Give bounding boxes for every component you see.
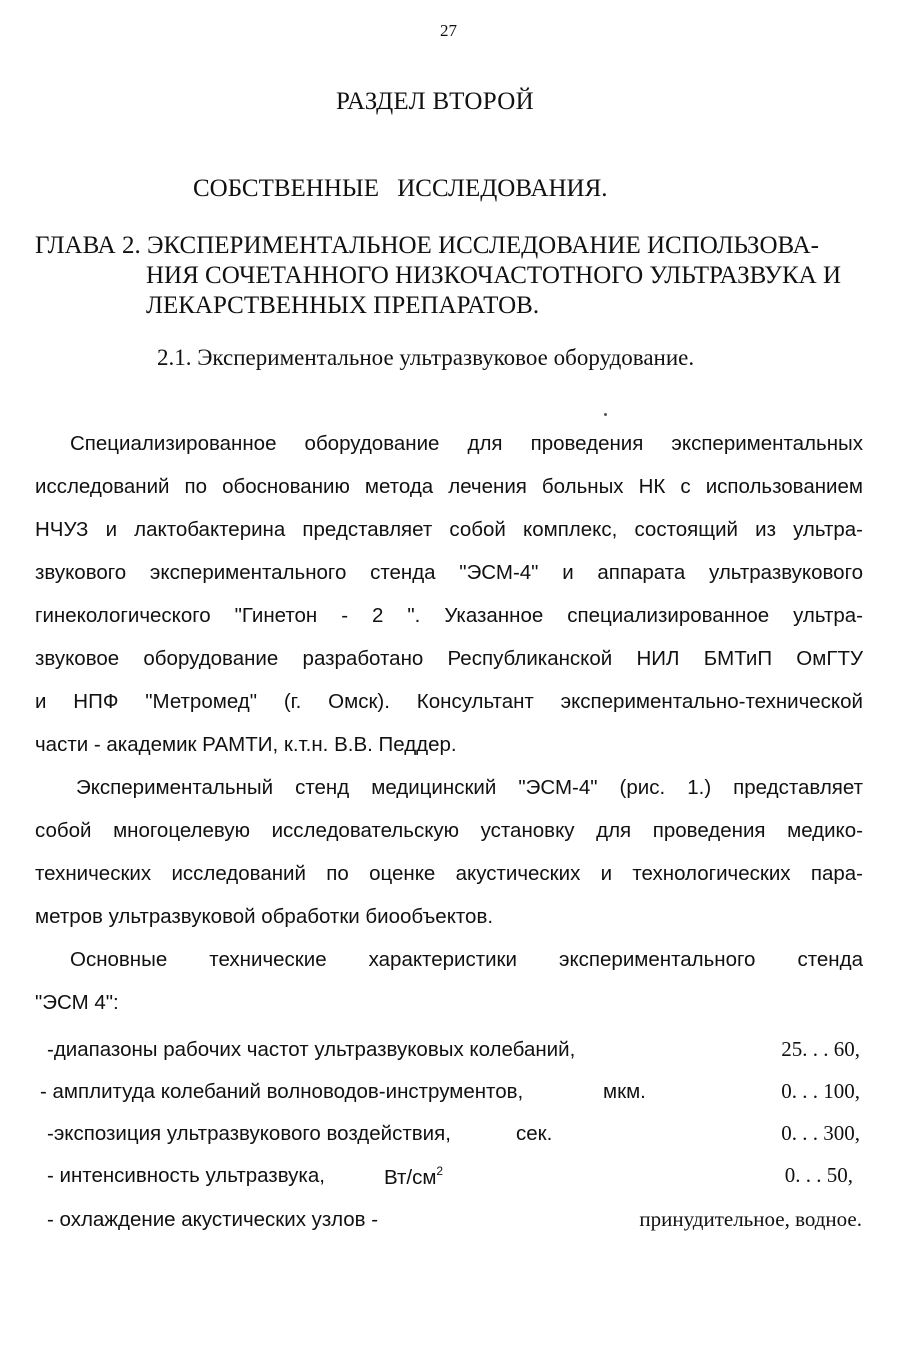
paragraph-line: гинекологического "Гинетон - 2 ". Указанное специализированное ультра- [35, 604, 863, 627]
paragraph-line: и НПФ "Метромед" (г. Омск). Консультант экспериментально-технической [35, 690, 863, 713]
spec-unit-text: Вт/см [384, 1166, 437, 1189]
spec-unit: мкм. [603, 1080, 646, 1103]
paragraph-line: звукового экспериментального стенда "ЭСМ-4" и аппарата ультразвукового [35, 561, 863, 584]
paragraph-line: технических исследований по оценке акустических и технологических пара- [35, 862, 863, 885]
subsection-title: 2.1. Экспериментальное ультразвуковое оборудование. [157, 345, 695, 370]
paragraph-line: Экспериментальный стенд медицинский "ЭСМ-4" (рис. 1.) представляет [76, 776, 863, 799]
section-subtitle: СОБСТВЕННЫЕ ИССЛЕДОВАНИЯ. [193, 175, 608, 202]
spec-label: - амплитуда колебаний волноводов-инструментов, [40, 1080, 524, 1103]
spec-label: -экспозиция ультразвукового воздействия, [47, 1122, 451, 1145]
chapter-title-line-2: НИЯ СОЧЕТАННОГО НИЗКОЧАСТОТНОГО УЛЬТРАЗВУКА И [146, 262, 842, 289]
spec-unit: сек. [516, 1122, 553, 1145]
paragraph-line: НЧУЗ и лактобактерина представляет собой комплекс, состоящий из ультра- [35, 518, 863, 541]
spec-label: -диапазоны рабочих частот ультразвуковых колебаний, [47, 1038, 576, 1061]
paragraph-line: исследований по обоснованию метода лечения больных НК с использованием [35, 475, 863, 498]
chapter-title-line-1: ГЛАВА 2. ЭКСПЕРИМЕНТАЛЬНОЕ ИССЛЕДОВАНИЕ ИСПОЛЬЗОВА- [35, 232, 819, 259]
paragraph-line: Основные технические характеристики экспериментального стенда [70, 948, 863, 971]
spec-value: 25. . . 60, [781, 1037, 860, 1061]
spec-value: 0. . . 100, [781, 1079, 860, 1103]
spec-label: - интенсивность ультразвука, [47, 1164, 325, 1187]
paragraph-line: собой многоцелевую исследовательскую установку для проведения медико- [35, 819, 863, 842]
paragraph-line: "ЭСМ 4": [35, 991, 119, 1014]
spec-value: 0. . . 50, [784, 1163, 853, 1187]
spec-label: - охлаждение акустических узлов - [47, 1208, 379, 1231]
spec-unit [384, 1164, 443, 1190]
page-number: 27 [440, 21, 457, 40]
section-heading: РАЗДЕЛ ВТОРОЙ [336, 88, 534, 115]
paragraph-line: метров ультразвуковой обработки биообъектов. [35, 905, 494, 928]
paragraph-line: Специализированное оборудование для проведения экспериментальных [70, 432, 863, 455]
spec-value: принудительное, водное. [639, 1207, 862, 1231]
chapter-title-line-3: ЛЕКАРСТВЕННЫХ ПРЕПАРАТОВ. [146, 292, 540, 319]
spec-value: 0. . . 300, [781, 1121, 860, 1145]
spec-unit-superscript: 2 [436, 1164, 444, 1178]
scan-speck [604, 413, 607, 416]
paragraph-line: звуковое оборудование разработано Республиканской НИЛ БМТиП ОмГТУ [35, 647, 863, 670]
paragraph-line: части - академик РАМТИ, к.т.н. В.В. Педдер. [35, 733, 457, 756]
